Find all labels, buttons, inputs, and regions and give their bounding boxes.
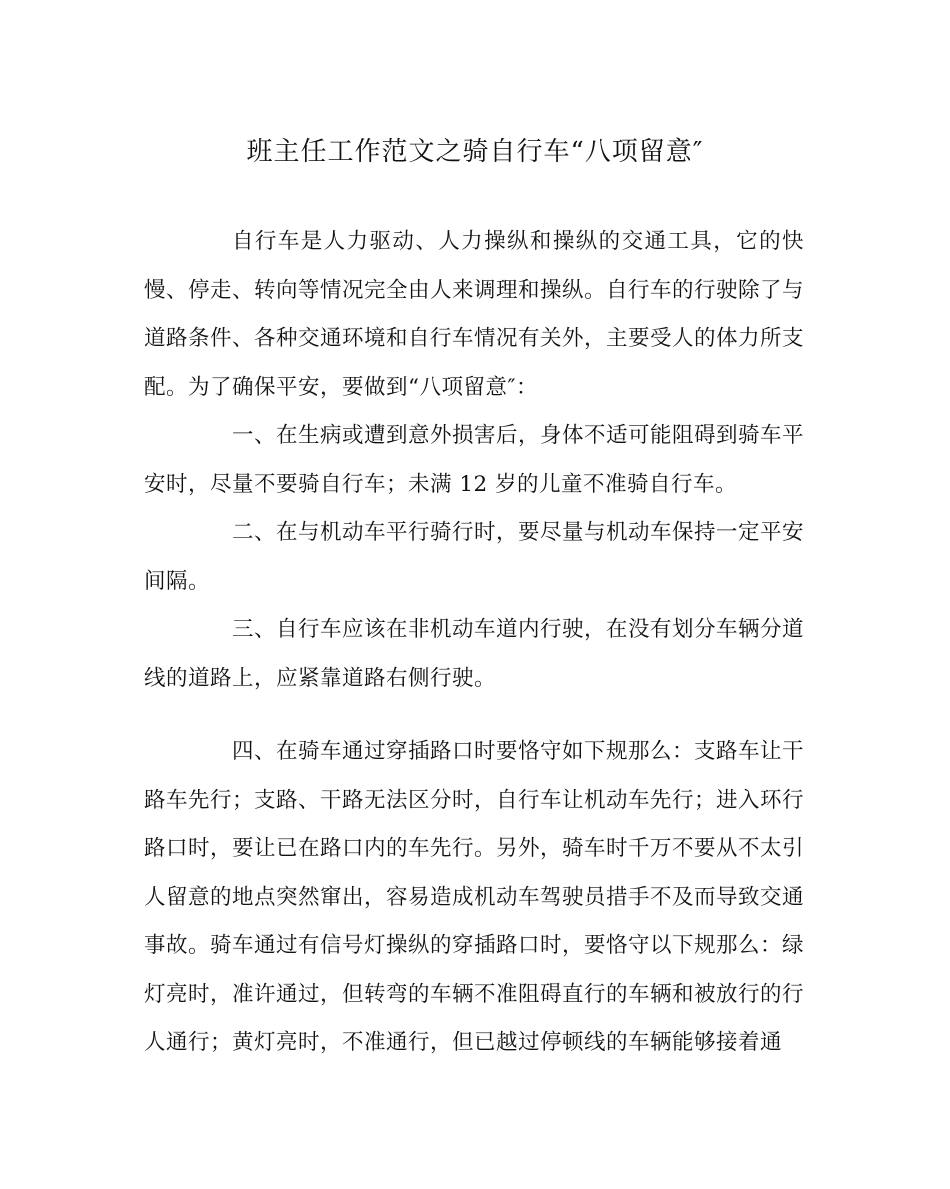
document-body	[144, 218, 804, 1068]
rule-four-paragraph: 四、在骑车通过穿插路口时要恪守如下规那么：支路车让干路车先行；支路、干路无法区分时，自行车让机动车先行；进入环行路口时，要让已在路口内的车先行。另外，骑车时千万不要从不太引人留意的地点突然窜出，容易造成机动车驾驶员措手不及而导致交通事故。骑车通过有信号灯操纵的穿插路口时，要恪守以下规那么：绿灯亮时，准许通过，但转弯的车辆不准阻碍直行的车辆和被放行的行人通行；黄灯亮时，不准通行，但已越过停顿线的车辆能够接着通	[144, 739, 805, 1055]
rule-three-paragraph: 三、自行车应该在非机动车道内行驶，在没有划分车辆分道线的道路上，应紧靠道路右侧行驶。	[144, 617, 805, 691]
intro-paragraph: 自行车是人力驱动、人力操纵和操纵的交通工具，它的快慢、停走、转向等情况完全由人来调理和操纵。自行车的行驶除了与道路条件、各种交通环境和自行车情况有关外，主要受人的体力所支配。为了确保平安，要做到“八项留意″：	[144, 229, 805, 400]
rule-one-paragraph: 一、在生病或遭到意外损害后，身体不适可能阻碍到骑车平安时，尽量不要骑自行车；未满 12 岁的儿童不准骑自行车。	[144, 423, 805, 497]
rule-two-paragraph: 二、在与机动车平行骑行时，要尽量与机动车保持一定平安间隔。	[144, 520, 805, 594]
document-title: 班主任工作范文之骑自行车“八项留意″	[246, 137, 704, 167]
